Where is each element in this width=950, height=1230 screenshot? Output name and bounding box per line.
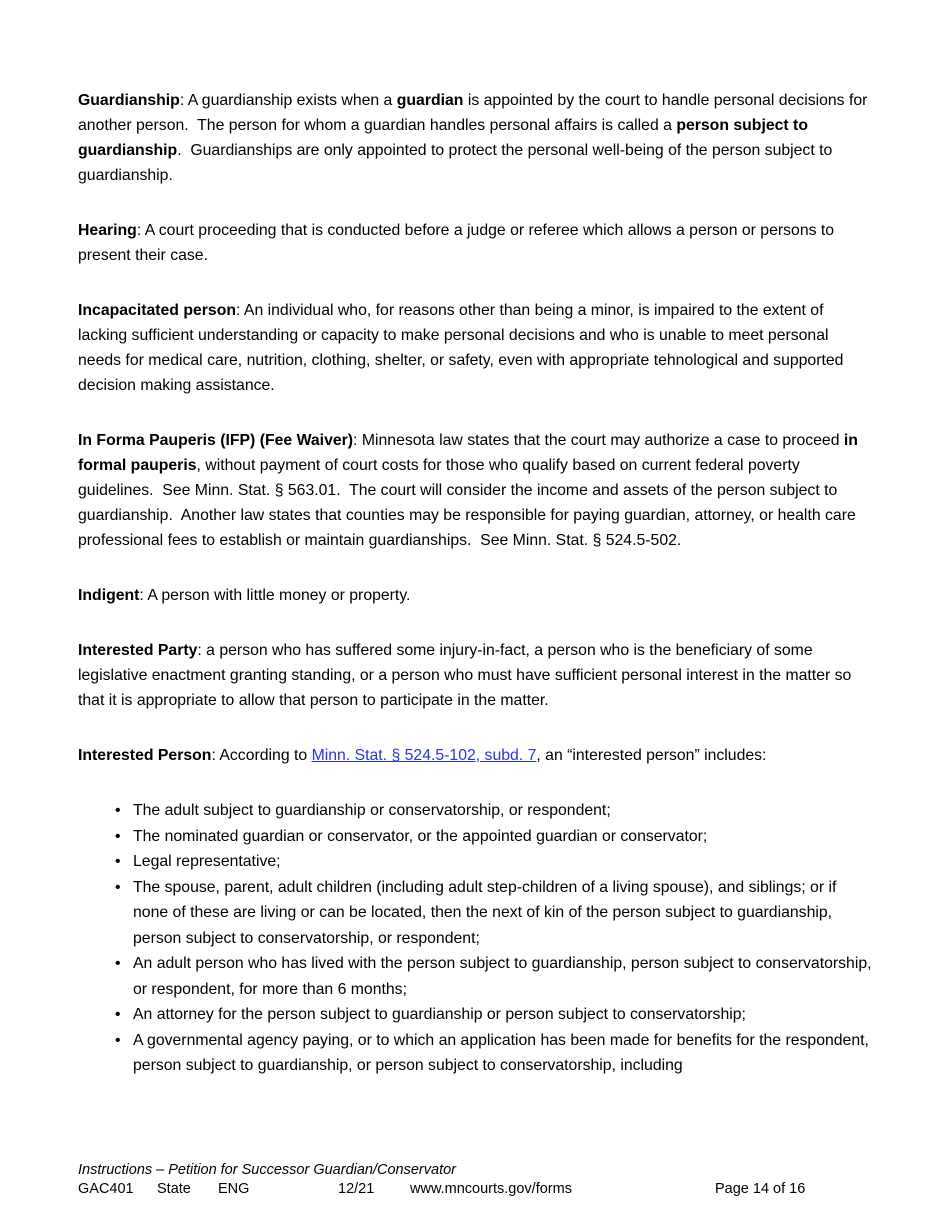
bold-term: person subject to guardianship — [78, 117, 808, 159]
text-run: : a person who has suffered some injury-in-fact, a person who is the beneficiary of some legislative enactment granting standing, or a person who must have sufficient personal interest in the matter so that it is appropriate to allow that person to participate in the matter. — [78, 642, 852, 709]
bold-term: in formal pauperis — [78, 432, 858, 474]
footer-meta-row — [78, 1180, 872, 1198]
footer-form-number: GAC401 — [78, 1181, 134, 1197]
text-run: : According to — [211, 747, 312, 764]
footer-jurisdiction: State — [157, 1181, 191, 1197]
list-item: • A governmental agency paying, or to which an application has been made for benefits for the respondent, person subject to guardianship, or person subject to conservatorship, including — [115, 1028, 872, 1079]
text-run: . Guardianships are only appointed to protect the personal well-being of the person subject to guardianship. — [78, 142, 833, 184]
definition-indigent — [78, 583, 872, 608]
text-run: , an “interested person” includes: — [536, 747, 767, 764]
bold-term: Interested Party — [78, 642, 198, 659]
list-item: • The adult subject to guardianship or conservatorship, or respondent; — [115, 798, 872, 824]
bold-term: Incapacitated person — [78, 302, 237, 319]
text-run: : Minnesota law states that the court may authorize a case to proceed — [353, 432, 844, 449]
interested-person-list — [78, 798, 872, 1079]
footer-website: www.mncourts.gov/forms — [410, 1181, 572, 1197]
page-footer — [78, 1161, 872, 1198]
statute-link[interactable]: Minn. Stat. § 524.5-102, subd. 7 — [311, 747, 537, 764]
definition-interested-party — [78, 638, 872, 713]
bold-term: Interested Person — [78, 747, 212, 764]
definition-hearing — [78, 218, 872, 268]
footer-document-title: Instructions – Petition for Successor Guardian/Conservator — [78, 1162, 456, 1178]
footer-language: ENG — [218, 1181, 250, 1197]
footer-page-indicator: Page 14 of 16 — [715, 1181, 806, 1197]
bold-term: Guardianship — [78, 92, 180, 109]
bold-term: In Forma Pauperis (IFP) (Fee Waiver) — [78, 432, 354, 449]
text-run: is appointed by the court to handle personal decisions for another person. The person for whom a guardian handles personal affairs is called a — [78, 92, 868, 134]
text-run: : A court proceeding that is conducted before a judge or referee which allows a person or persons to present their case. — [78, 222, 835, 264]
definition-incapacitated-person — [78, 298, 872, 398]
list-item: • Legal representative; — [115, 849, 872, 875]
definition-guardianship — [78, 88, 872, 188]
bold-term: Hearing — [78, 222, 137, 239]
list-item: • An attorney for the person subject to guardianship or person subject to conservatorship; — [115, 1002, 872, 1028]
list-item: • The nominated guardian or conservator, or the appointed guardian or conservator; — [115, 824, 872, 850]
bold-term: guardian — [396, 92, 464, 109]
list-item: • An adult person who has lived with the person subject to guardianship, person subject to conservatorship, or respondent, for more than 6 months; — [115, 951, 872, 1002]
bold-term: Indigent — [78, 587, 140, 604]
definition-interested-person — [78, 743, 872, 768]
footer-revision-date: 12/21 — [338, 1181, 375, 1197]
text-run: , without payment of court costs for those who qualify based on current federal poverty guidelines. See Minn. Stat. § 563.01. The court will consider the income and assets of the person subject to guardianship. Another law states that counties may be responsible for paying guardian, attorney, or health care professional fees to establish or maintain guardianships. See Minn. Stat. § 524.5-502. — [78, 457, 856, 549]
document-body — [78, 88, 872, 1079]
list-item: • The spouse, parent, adult children (including adult step-children of a living spouse), and siblings; or if none of these are living or can be located, then the next of kin of the person subject to guardianship, person subject to conservatorship, or respondent; — [115, 875, 872, 952]
text-run: : A guardianship exists when a — [179, 92, 397, 109]
text-run: : A person with little money or property. — [139, 587, 411, 604]
definition-in-forma-pauperis — [78, 428, 872, 553]
text-run: : An individual who, for reasons other than being a minor, is impaired to the extent of lacking sufficient understanding or capacity to make personal decisions and who is unable to meet personal needs for medical care, nutrition, clothing, shelter, or safety, even with appropriate tehnological and supported decision making assistance. — [78, 302, 844, 394]
